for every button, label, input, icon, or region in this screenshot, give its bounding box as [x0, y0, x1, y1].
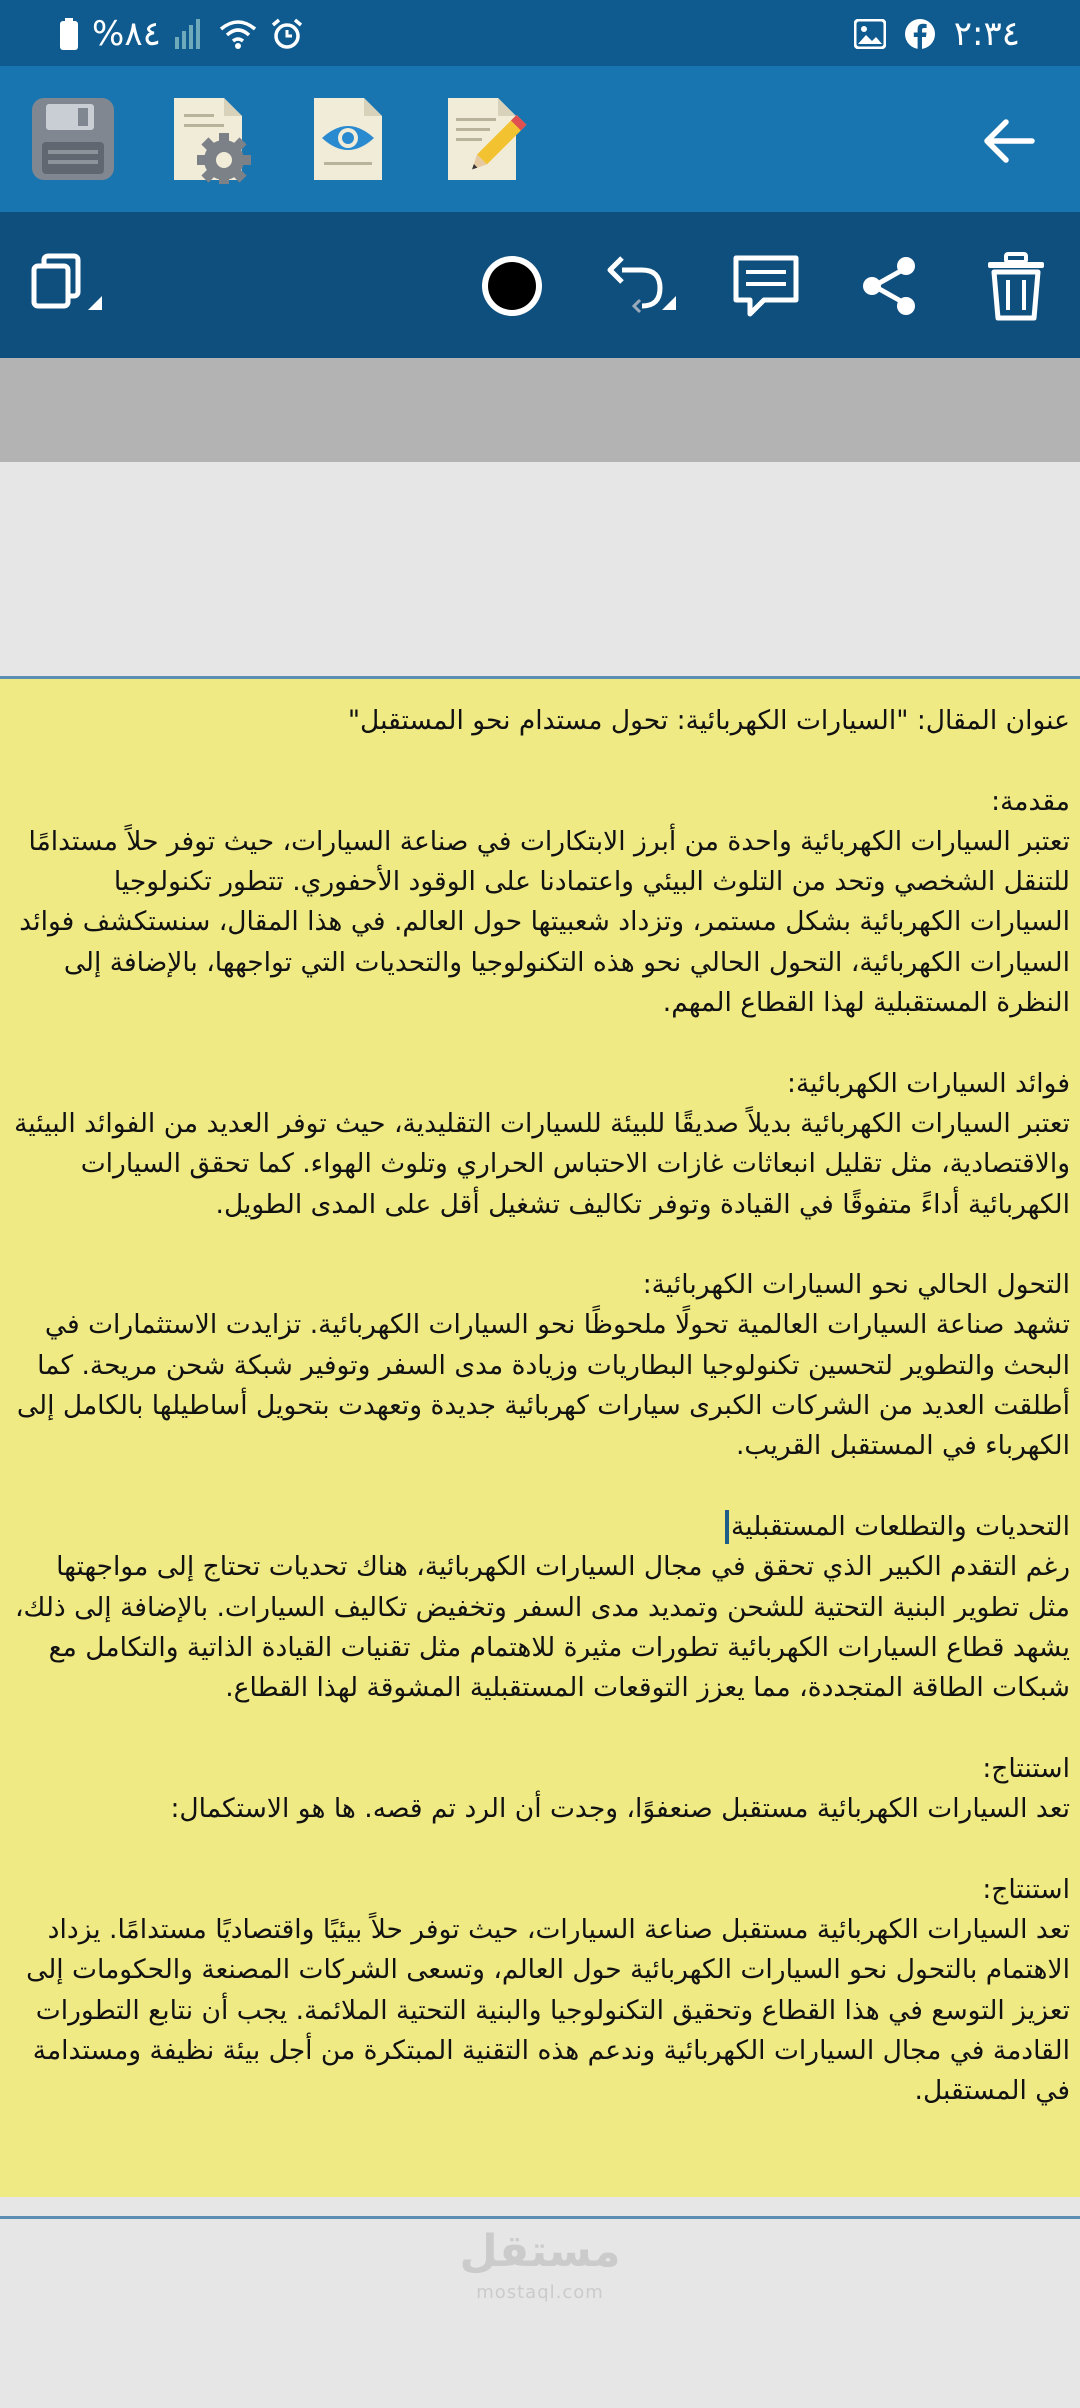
alarm-icon — [271, 18, 303, 50]
section-intro — [14, 782, 1070, 1024]
document-page[interactable] — [0, 679, 1080, 2197]
article-title: عنوان المقال: "السيارات الكهربائية: تحول مستدام نحو المستقبل" — [347, 705, 1070, 736]
shift-body: تشهد صناعة السيارات العالمية تحولًا ملحوظًا نحو السيارات الكهربائية. تزايدت الاستثمارات في البحث والتطوير لتحسين تكنولوجيا البطاريات وزيادة مدى السفر وتوفير شبكة شحن مريحة. كما أطلقت العديد من الشركات الكبرى سيارات كهربائية جديدة وتعهدت بتحويل أساطيلها بالكامل إلى الكهرباء في المستقبل القريب. — [16, 1309, 1070, 1462]
comment-icon[interactable] — [728, 248, 804, 324]
benefits-body: تعتبر السيارات الكهربائية بديلاً صديقًا للبيئة للسيارات التقليدية، حيث توفر العديد من الفوائد البيئية والاقتصادية، مثل تقليل انبعاثات غازات الاحتباس الحراري وتلوث الهواء. كما تحقق السيارات الكهربائية أداءً متفوقًا في القيادة وتوفر تكاليف تشغيل أقل على المدى الطويل. — [14, 1107, 1070, 1220]
watermark-logo-text: مستقل — [459, 2226, 621, 2277]
intro-body: تعتبر السيارات الكهربائية واحدة من أبرز الابتكارات في صناعة السيارات، حيث توفر حلاً مستدامًا للتنقل الشخصي وتحد من التلوث البيئي واعتمادنا على الوقود الأحفوري. تتطور تكنولوجيا السيارات الكهربائية بشكل مستمر، وتزداد شعبيتها حول العالم. في هذا المقال، سنستكشف فوائد السيارات الكهربائية، التحول الحالي نحو هذه التكنولوجيا والتحديات التي تواجهها، بالإضافة إلى النظرة المستقبلية لهذا القطاع المهم. — [19, 825, 1070, 1019]
section-shift — [14, 1265, 1070, 1466]
section-challenges — [14, 1507, 1070, 1708]
document-text[interactable] — [14, 701, 1070, 2111]
wifi-icon — [219, 19, 257, 49]
signal-icon — [175, 19, 205, 49]
mostaql-watermark — [440, 2222, 640, 2304]
text-cursor — [725, 1510, 729, 1544]
benefits-heading: فوائد السيارات الكهربائية: — [787, 1067, 1070, 1099]
battery-icon — [60, 18, 78, 50]
conclusion2-body: تعد السيارات الكهربائية مستقبل صناعة السيارات، حيث توفر حلاً بيئيًا واقتصاديًا مستدامًا. يزداد الاهتمام بالتحول نحو السيارات الكهربائية حول العالم، وتسعى الشركات المصنعة والحكومات إلى تعزيز التوسع في هذا القطاع وتحقيق التكنولوجيا والبنية التحتية الملائمة. يجب أن نتابع التطورات القادمة في مجال السيارات الكهربائية وندعم هذه التقنية المبتكرة من أجل بيئة نظيفة ومستدامة في المستقبل. — [26, 1913, 1070, 2107]
back-arrow-icon[interactable] — [974, 106, 1044, 176]
section-benefits — [14, 1064, 1070, 1225]
section-conclusion-1 — [14, 1749, 1070, 1830]
edit-toolbar — [0, 212, 1080, 358]
gallery-icon — [854, 19, 886, 49]
page-gap — [0, 462, 1080, 676]
save-icon[interactable] — [28, 94, 118, 184]
watermark-url: mostaql.com — [476, 2282, 604, 2303]
document-ruler-band — [0, 358, 1080, 462]
status-left-group — [60, 12, 303, 56]
document-settings-icon[interactable] — [166, 94, 256, 184]
page-bottom-border — [0, 2216, 1080, 2219]
conclusion1-body: تعد السيارات الكهربائية مستقبل صنعفوًا، وجدت أن الرد تم قصه. ها هو الاستكمال: — [170, 1793, 1070, 1825]
shift-heading: التحول الحالي نحو السيارات الكهربائية: — [642, 1269, 1070, 1301]
share-icon[interactable] — [852, 248, 928, 324]
section-conclusion-2 — [14, 1870, 1070, 2112]
edit-document-icon[interactable] — [440, 94, 530, 184]
document-preview-icon[interactable] — [302, 94, 392, 184]
challenges-heading: التحديات والتطلعات المستقبلية — [730, 1510, 1070, 1542]
status-right-group — [854, 12, 1020, 56]
clock-time: ٢:٣٤ — [953, 14, 1020, 54]
intro-heading: مقدمة: — [991, 785, 1070, 817]
top-toolbar — [0, 66, 1080, 212]
facebook-icon — [904, 18, 936, 50]
color-picker-icon[interactable] — [474, 248, 550, 324]
undo-icon[interactable] — [600, 248, 676, 324]
copy-icon[interactable] — [26, 248, 102, 324]
conclusion1-heading: استنتاج: — [982, 1752, 1070, 1784]
conclusion2-heading: استنتاج: — [982, 1873, 1070, 1905]
status-bar — [0, 0, 1080, 66]
challenges-body: رغم التقدم الكبير الذي تحقق في مجال السيارات الكهربائية، هناك تحديات تحتاج إلى مواجهتها مثل تطوير البنية التحتية للشحن وتمديد مدى السفر وتخفيض تكاليف السيارات. بالإضافة إلى ذلك، يشهد قطاع السيارات الكهربائية تطورات مثيرة للاهتمام مثل تقنيات القيادة الذاتية والتكامل مع شبكات الطاقة المتجددة، مما يعزز التوقعات المستقبلية المشوقة لهذا القطاع. — [14, 1551, 1070, 1704]
delete-icon[interactable] — [978, 248, 1054, 324]
battery-percent: %٨٤ — [92, 14, 161, 54]
